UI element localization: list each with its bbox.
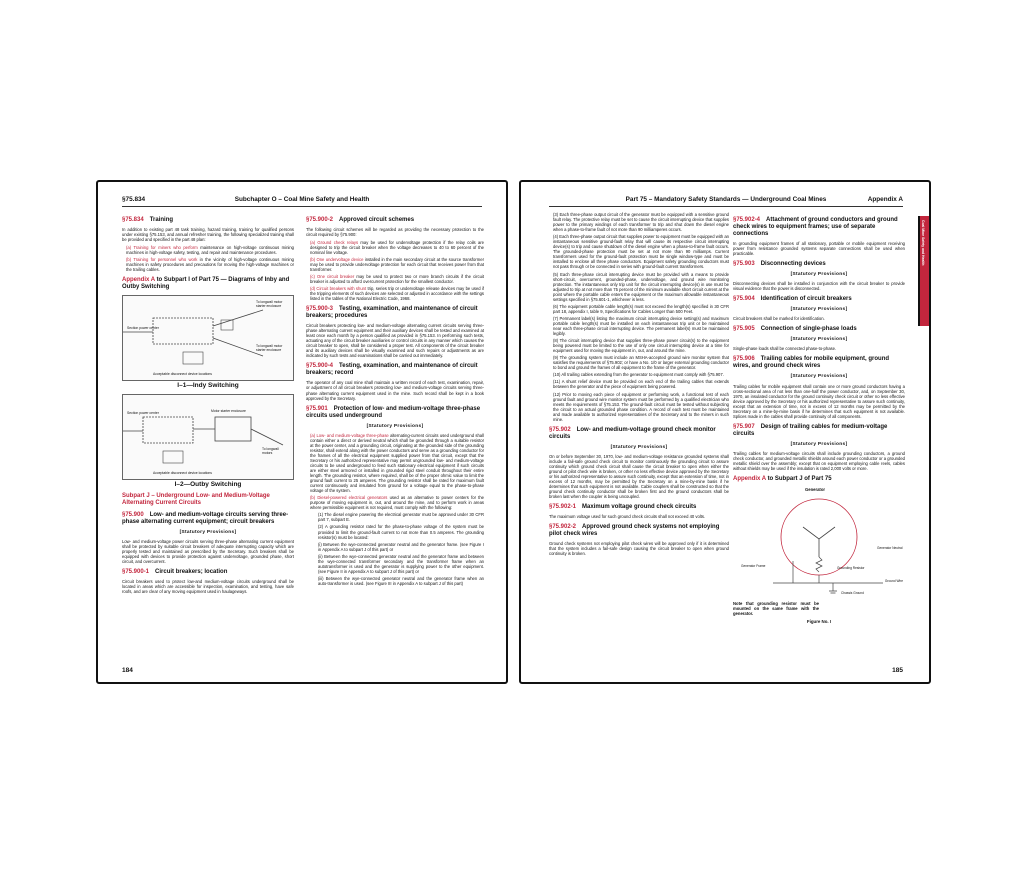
item-text: used as an alternative to power centers for the purpose of moving equipment in, out, and around the mine, and to perform work in areas where permissible equipment is not required, must comply with the following: [310, 495, 484, 511]
right-page [519, 180, 931, 684]
diagram-label: To longwall motors [262, 446, 279, 455]
paragraph: Ground check systems not employing pilot check wires will be approved only if it is determined that the system includes a fail-safe design causing the circuit breaker to open when ground continuity is broken. [549, 541, 729, 557]
list-item: (6) The equipment portable cable length(s) must not exceed the length(s) specified in 30 CFR part 18, appendix I, table 9, Specifications for Cables Longer than 500 Feet. [553, 303, 729, 314]
item-label: (a) Training for miners who perform [126, 244, 198, 250]
list-item [310, 257, 484, 272]
section-heading [306, 306, 484, 320]
item-text: alternating-current circuits used underground shall contain either a direct or derived neutral which shall be grounded through a suitable resistor at the power center, and a grounding circuit, originating at the grounded side of the grounding resistor, shall extend along with the power conductors and serve as a grounding conductor for the frames of all the electrical equipment supplied power from that circuit, except that the Secretary or his authorized representative may permit ungrounded low- and medium-voltage circuits to be used underground to feed such stationary electrical equipment if such circuits are either steel armored or installed in grounded rigid steel conduit throughout their entire length. The grounding resistor, where required, shall be of the proper ohmic value to limit the ground fault current to 25 amperes. The grounding resistor shall be rated for maximum fault current continuously and insulated from ground for a voltage equal to the phase-to-phase voltage of the system. [310, 432, 484, 494]
figure-label: Generator Frame [741, 564, 766, 569]
section-number: §75.900-4 [306, 363, 334, 370]
item-label: (b) Diesel-powered electrical generators [310, 495, 388, 501]
diagram-label: To longwall motor starter enclosure [256, 299, 283, 308]
left-page [96, 180, 508, 684]
paragraph: Circuit breakers protecting low- and medium-voltage alternating current circuits serving three-phase alternating current equipment and their auxiliary devices shall be tested and examined at least once each month by a person qualified as provided in §75.153. In performing such tests, actuating any of the circuit breaker auxiliaries or control circuits in any manner which causes the circuit breaker to open, shall be considered a proper test. All components of the circuit breaker and its auxiliary devices shall be visually examined and such repairs or adjustments as are indicated by such tests and examinations shall be carried out immediately. [306, 323, 484, 359]
section-heading [122, 512, 294, 526]
statutory-provisions: [Statutory Provisions] [790, 272, 848, 278]
motor-starter-box [215, 417, 251, 441]
section-number: §75.904 [733, 296, 755, 303]
list-item: (4) Each three-phase output circuit that supplies power to equipment must be equipped with an instantaneous sensitive ground-fault relay that will cause its respective circuit interrupting device(s) to trip and cause shutdown of the diesel engine when a phase-to-frame fault occurs. The grounded-phase protection must be set at not more than 90 milliamps. Current transformers used for the ground-fault protection must be single window-type and must be installed to enclose all three phase conductors. Equipment safety grounding conductors must not pass through or be connected in series with ground-fault current transformers. [553, 234, 729, 270]
paragraph: In grounding equipment frames of all stationary, portable or mobile equipment receiving power from resistance grounded systems separate connections shall be used when practicable. [733, 241, 905, 257]
paragraph: The following circuit schemes will be regarded as providing the necessary protection to the circuit required by §75.900: [306, 227, 484, 238]
section-number: §75.900-2 [306, 217, 334, 223]
section-heading [549, 504, 729, 511]
list-item: (7) Permanent label(s) listing the maximum circuit interrupting device setting(s) and maximum portable cable length(s) must be installed on each instantaneous trip unit or be maintained near each three-phase circuit interrupting device. The permanent label(s) must be maintained legibly. [553, 315, 729, 337]
statutory-provisions: [Statutory Provisions] [790, 307, 848, 313]
list-item [310, 286, 484, 301]
section-heading [306, 217, 484, 224]
section-title: Approved circuit schemes [339, 217, 415, 223]
figure-caption: Figure No. I [806, 618, 832, 624]
paragraph: Trailing cables for medium-voltage circuits shall include grounding conductors, a ground check conductor, and grounded metallic shields around each power conductor or a grounded metallic shield over the assembly; except that on equipment employing cable reels, cables without shields may be used if the insulation is rated 2,000 volts or more. [733, 450, 905, 472]
item-text: may be used to protect two or more branch circuits if the circuit breaker is adjusted to afford overcurrent protection for the smallest conductor. [310, 273, 484, 284]
figure-label: Generator [805, 487, 826, 493]
section-number: §75.901 [306, 405, 328, 412]
section-title: Identification of circuit breakers [760, 296, 852, 303]
list-item: (1) The diesel engine powering the electrical generator must be approved under 30 CFR part 7, subpart E. [318, 512, 484, 523]
section-number: §75.900-1 [122, 569, 150, 576]
section-title: Training [149, 217, 174, 223]
section-number: §75.903 [733, 261, 755, 268]
list-item [126, 257, 294, 272]
list-item [310, 240, 484, 255]
section-title: Testing, examination, and maintenance of circuit breakers; procedures [306, 306, 478, 320]
section-heading [549, 427, 729, 441]
outby-switching-diagram [122, 394, 294, 480]
paragraph: In addition to existing part 48 task training, hazard training, training for qualified persons under existing §75.153, and annual refresher training, the following specialized training shall be provided and specified in the part 48 plan: [122, 227, 294, 243]
section-heading [122, 217, 294, 224]
cable-line [213, 310, 263, 326]
generator-outline [781, 499, 857, 575]
list-item: (2) A grounding resistor rated for the phase-to-phase voltage of the system must be provided to limit the ground-fault current to not more than 0.5 amperes. The grounding resistor(s) must be located: [318, 524, 484, 540]
section-heading [549, 524, 729, 538]
outby-diagram-svg [123, 395, 293, 479]
statutory-provisions: [Statutory Provisions] [179, 529, 237, 535]
item-label: (a) Low- and medium-voltage three-phase [310, 432, 389, 438]
paragraph: On or before September 30, 1970, low- and medium-voltage resistance grounded systems shall include a fail-safe ground check circuit to monitor continuously the grounding circuit to assure continuity which ground check circuit shall cause the circuit breaker to open when either the ground or pilot check wire is broken, or other no less effective device approved by the Secretary or his authorized representative to assure such continuity, except that an extension of time, not in excess of 12 months, may be permitted by the Secretary on a mine-by-mine basis if he determines that such equipment is not available. Cable couplers shall be constructed so that the ground check continuity conductor shall be broken first and the ground conductors shall be broken last when the coupler is being uncoupled. [549, 453, 729, 500]
section-heading [733, 217, 905, 238]
figure-note: Note that grounding resistor must be mounted on the same frame with the generator. [733, 601, 819, 617]
item-label: (b) Training for personnel who work [126, 256, 198, 262]
diagram-label: Acceptable disconnect device locations [153, 371, 212, 376]
paragraph: Circuit breakers used to protect low-and medium-voltage circuits underground shall be located in areas which are accessible for inspection, examination, and testing, have safe roofs, and are clear of any moving equipment used in haulageways. [122, 579, 294, 595]
inby-diagram-svg [123, 296, 293, 380]
section-heading [733, 356, 905, 370]
section-number: §75.834 [122, 217, 144, 223]
section-title: Connection of single-phase loads [760, 326, 857, 333]
item-label: (b) One undervoltage device [310, 256, 364, 262]
disconnect-box [163, 451, 183, 463]
right-column-1 [549, 212, 729, 656]
diagram-caption: I–2—Outby Switching [174, 480, 242, 488]
paragraph: Low- and medium-voltage power circuits serving three-phase alternating current equipment shall be protected by suitable circuit breakers of adequate interrupting capacity which are properly tested and maintained as prescribed by the Secretary. Such breakers shall be equipped with devices to provide protection against undervoltage, grounded phase, short circuit, and overcurrent. [122, 539, 294, 565]
generator-figure-svg [733, 487, 905, 599]
statutory-provisions: [Statutory Provisions] [790, 441, 848, 447]
statutory-provisions: [Statutory Provisions] [610, 444, 668, 450]
item-text: trip, series trip or undervoltage release devices may be used if the tripping elements of such devices are selected or adjusted in accordance with the settings listed in the tables of the National Electric Code, 1968. [310, 285, 484, 302]
section-title: Testing, examination, and maintenance of circuit breakers; record [306, 363, 478, 377]
section-title: Disconnecting devices [760, 261, 826, 268]
section-number: §75.907 [733, 423, 755, 430]
list-item: (3) Each three-phase output circuit of the generator must be equipped with a sensitive ground fault relay. The protective relay must be set to cause the circuit interrupting device that supplies power to the primary windings of each transformer to trip and shut down the diesel engine when a phase-to-frame fault of not more than 90 milliamperes occurs. [553, 212, 729, 233]
page-number: 184 [122, 667, 133, 674]
list-item: (ii) Between the wye-connected generator neutral and the generator frame and between the wye-connected transformer secondary and the transformer frame when an autotransformer is used and the generator is supplying power to the other equipment. (see Figure II in Appendix A to subpart J of this part) or [318, 553, 484, 574]
grounding-resistor-symbol [816, 557, 822, 572]
list-item: (9) The grounding system must include an MSHA-accepted ground wire monitor system that satisfies the requirements of §75.902; or have a No. 1/0 or larger external grounding conductor to bond and ground the frames of all equipment to the frame of the generator. [553, 355, 729, 371]
list-item: (10) All trailing cables extending from the generator to equipment must comply with §75.907. [553, 372, 724, 378]
section-title: Protection of low- and medium-voltage three-phase circuits used underground [306, 405, 481, 419]
section-title: Low- and medium-voltage circuits serving three-phase alternating current equipment; circuit breakers [122, 511, 289, 525]
page-number: 185 [892, 667, 903, 674]
subpart-heading: Subpart J – Underground Low- and Medium-Voltage Alternating Current Circuits [122, 492, 270, 506]
chapter-tab-text: Coal Mine Safety and Health [921, 220, 925, 266]
list-item [126, 245, 294, 255]
section-title: Circuit breakers; location [155, 569, 228, 576]
section-title: Trailing cables for mobile equipment, ground wires, and ground check wires [733, 356, 890, 370]
section-heading [733, 424, 905, 438]
paragraph: Disconnecting devices shall be installed in conjunction with the circuit breaker to provide visual evidence that the power is disconnected. [733, 281, 905, 292]
right-header-title: Part 75 – Mandatory Safety Standards — Underground Coal Mines [625, 196, 827, 203]
diagram-label: Acceptable disconnect device locations [153, 470, 212, 475]
section-title: Approved ground check systems not employing pilot check wires [549, 524, 720, 538]
diagram-caption: I–1—Indy Switching [177, 381, 239, 389]
appendix-title: to Subpart I of Part 75 — Diagrams of Inby and Outby Switching [122, 276, 290, 290]
section-title: Design of trailing cables for medium-voltage circuits [733, 423, 888, 437]
list-item: (5) Each three-phase circuit interrupting device must be provided with a means to provide short-circuit, overcurrent, grounded-phase, undervoltage, and ground wire monitoring protection. The instantaneous only trip unit for the circuit interrupting device(s) in use must be adjusted to trip at not more than 75 percent of the minimum available short circuit current at the point where the portable cable enters the equipment or the maximum allowable instantaneous settings specified in §75.601-1, whichever is less. [553, 271, 729, 302]
section-heading [306, 363, 484, 377]
diagram-label: Section power center [127, 325, 159, 330]
section-heading [733, 326, 905, 333]
figure-label: Chassis Ground [841, 591, 864, 596]
section-number: §75.902-2 [549, 524, 577, 531]
item-label: (c) One circuit breaker [310, 273, 355, 279]
power-center-box [153, 318, 213, 344]
section-number: §75.902 [549, 426, 571, 433]
section-number: §75.900-3 [306, 306, 334, 313]
header-rule [549, 206, 903, 207]
disconnect-box [183, 352, 203, 364]
generator-figure [733, 487, 905, 599]
chapter-tab [920, 216, 929, 326]
diagram-label: Motor starter enclosure [211, 408, 246, 413]
right-column-2 [733, 212, 905, 656]
item-text: maintenance on high-voltage continuous mining machines in high-voltage safety, testing, and repair and maintenance procedures. [126, 244, 294, 255]
statutory-provisions: [Statutory Provisions] [366, 423, 424, 429]
list-item: (11) A shunt relief device must be provided on each end of the trailing cables that extends between the generator and the piece of equipment being powered. [553, 379, 729, 390]
chassis-ground-symbol [829, 583, 837, 593]
list-item [310, 495, 484, 510]
appendix-heading [122, 277, 294, 291]
section-heading [306, 406, 484, 420]
paragraph: Trailing cables for mobile equipment shall contain one or more ground conductors having a cross-sectional area of not less than one-half the power conductor, and, on September 30, 1970, an insulated conductor for the ground continuity check circuit or other no less effective device approved by the Secretary or his authorized representative to assure such continuity, except that an extension of time, not in excess of 12 months may be permitted by the Secretary on a mine-by-mine basis if he determines that such equipment is not available. Splices made in the cables shall provide continuity of all components. [733, 383, 905, 419]
list-item: (8) The circuit interrupting device that supplies three-phase power circuit(s) to the equipment being powered must be limited to the use of only one circuit interrupting device at a time for equipment used for moving the equipment in, out, and around the mine. [553, 338, 729, 354]
paragraph: The maximum voltage used for such ground check circuits shall not exceed 40 volts. [549, 514, 706, 520]
appendix-heading [733, 476, 905, 483]
left-header-section: §75.834 [122, 196, 146, 203]
appendix-label: Appendix A [122, 276, 155, 283]
power-center-box [143, 417, 193, 443]
item-text: installed in the main secondary circuit at the source transformer may be used to provide undervoltage protection for each circuit that receives power from that transformer. [310, 256, 484, 272]
appendix-label: Appendix A [733, 476, 766, 483]
section-number: §75.902-1 [549, 504, 577, 511]
statutory-provisions: [Statutory Provisions] [790, 337, 848, 343]
right-header-appendix: Appendix A [867, 196, 903, 203]
paragraph: Single-phase loads shall be connected phase-to-phase. [733, 346, 837, 352]
inby-switching-diagram [122, 295, 294, 381]
section-title: Maximum voltage ground check circuits [582, 504, 697, 511]
section-number: §75.900 [122, 511, 144, 518]
left-header-title: Subchapter O – Coal Mine Safety and Health [234, 196, 370, 203]
section-number: §75.906 [733, 356, 755, 363]
diagram-label: To longwall motor starter enclosure [256, 343, 283, 352]
list-item: (12) Prior to moving each piece of equipment or performing work, a functional test of each ground fault and ground wire monitor system must be performed by a qualified electrician who meets the requirements of §75.153. The ground-fault circuit must be tested without subjecting the circuit to an actual grounded phase condition. A record of each test must be maintained and made available to authorized representatives of the Secretary and to the miners in such mine. [553, 391, 729, 422]
paragraph: Circuit breakers shall be marked for identification. [733, 316, 825, 322]
appendix-title: to Subpart J of Part 75 [767, 476, 832, 483]
wye-winding [803, 527, 835, 557]
paragraph: The operator of any coal mine shall maintain a written record of each test, examination, repair, or adjustment of all circuit breakers protecting low- and medium-voltage circuits serving three-phase alternating current equipment used in the mine. Such record shall be kept in a book approved by the Secretary. [306, 380, 484, 401]
section-heading [733, 296, 905, 303]
figure-label: Generator Neutral [877, 546, 903, 551]
item-label: (a) Ground check relays [310, 239, 359, 245]
header-rule [122, 206, 482, 207]
list-item: (i) Between the wye-connected generator neutral and the generator frame. (see Figure I in Appendix A to subpart J of this part) or [318, 541, 484, 552]
left-column-2 [306, 212, 484, 652]
list-item [310, 433, 484, 494]
figure-label: Grounding Resistor [837, 566, 865, 571]
section-number: §75.905 [733, 326, 755, 333]
list-item [310, 274, 484, 284]
left-column-1 [122, 212, 294, 652]
section-title: Attachment of ground conductors and ground check wires to equipment frames; use of separate connections [733, 217, 898, 237]
statutory-provisions: [Statutory Provisions] [790, 374, 848, 380]
cable-line [251, 429, 283, 445]
item-label: (d) Circuit breakers with shunt [310, 285, 367, 291]
list-item: (iii) Between the wye-connected generator neutral and the generator frame when an auto-transformer is used. (see Figure III in Appendix A to subpart J of this part) [318, 575, 484, 586]
section-number: §75.902-4 [733, 217, 761, 223]
item-text: in the vicinity of high-voltage continuous mining machines in safety procedures and precautions for moving the high-voltage machines or the trailing cables. [126, 256, 294, 272]
figure-label: Ground Wire [884, 579, 903, 584]
item-text: may be used for undervoltage protection if the relay coils are designed to trip the circuit breaker when the voltage decreases to 40 to 60 percent of the nominal line voltage. [310, 239, 484, 255]
section-heading [733, 261, 905, 268]
diagram-label: Section power center [127, 410, 159, 415]
section-title: Low- and medium-voltage ground check monitor circuits [549, 426, 716, 440]
section-heading [122, 569, 294, 576]
